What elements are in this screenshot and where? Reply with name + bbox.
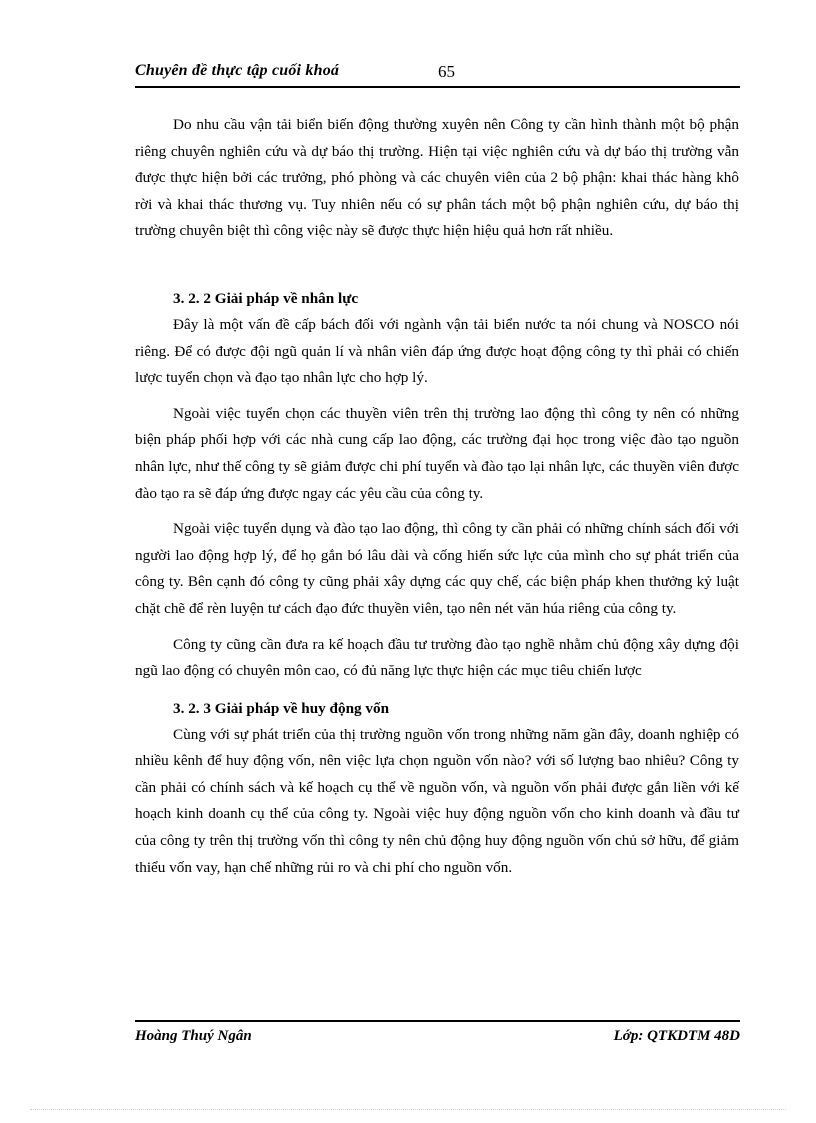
class-label: Lớp: QTKDTM 48D	[613, 1028, 740, 1044]
document-title: Chuyên đề thực tập cuối khoá	[135, 62, 340, 79]
section-gap	[135, 254, 739, 286]
main-body	[135, 112, 739, 890]
page-bottom-edge	[30, 1109, 786, 1110]
section-heading-human-resources: 3. 2. 2 Giải pháp về nhân lực	[173, 289, 359, 307]
page-number: 65	[438, 62, 455, 81]
paragraph-hr-policy: Ngoài việc tuyển dụng và đào tạo lao động, thì công ty cần phải có những chính sách đối với người lao động hợp lý, để họ gắn bó lâu dài và cống hiến sức lực của mình cho sự phát triển của công ty. Bên cạnh đó công ty cũng phải xây dựng các quy chế, các biện pháp khen thưởng kỷ luật chặt chẽ để rèn luyện tư cách đạo đức thuyền viên, tạo nên nét văn húa riêng của công ty.	[135, 520, 739, 617]
paragraph-hr-urgency: Đây là một vấn đề cấp bách đối với ngành vận tải biển nước ta nói chung và NOSCO nói riêng. Để có được đội ngũ quản lí và nhân viên đáp ứng được hoạt động công ty thì phải có chiến lược tuyển chọn và đạo tạo nhân lực cho hợp lý.	[135, 315, 739, 387]
paragraph-capital-mobilization: Cùng với sự phát triển của thị trường nguồn vốn trong những năm gần đây, doanh nghiệp có nhiều kênh để huy động vốn, nên việc lựa chọn nguồn vốn nào? với số lượng bao nhiêu? Công ty cần phải có chính sách và kế hoạch cụ thể về nguồn vốn, và nguồn vốn phải được gắn liền với kế hoạch kinh doanh cụ thể của công ty. Ngoài việc huy động nguồn vốn cho kinh doanh và đầu tư của công ty trên thị trường vốn thì công ty nên chủ động huy động nguồn vốn chủ sở hữu, để giảm thiểu vốn vay, hạn chế những rủi ro và chi phí cho nguồn vốn.	[135, 725, 739, 876]
page-header	[135, 58, 740, 88]
section-heading-capital: 3. 2. 3 Giải pháp về huy động vốn	[173, 699, 390, 717]
paragraph-hr-recruitment: Ngoài việc tuyển chọn các thuyền viên trên thị trường lao động thì công ty nên có những biện pháp phối hợp với các nhà cung cấp lao động, các trường đại học trong việc đào tạo nguồn nhân lực, như thế công ty sẽ giảm được chi phí tuyển và đào tạo lại nhân lực, các thuyền viên được đào tạo ra sẽ đáp ứng được ngay các yêu cầu của công ty.	[135, 404, 739, 502]
page-footer	[135, 1020, 740, 1054]
paragraph-hr-training-investment: Công ty cũng cần đưa ra kế hoạch đầu tư trường đào tạo nghề nhằm chủ động xây dựng đội ngũ lao động có chuyên môn cao, có đủ năng lực thực hiện các mục tiêu chiến lược	[135, 635, 739, 680]
author-name: Hoàng Thuý Ngân	[135, 1028, 252, 1044]
paragraph-market-research: Do nhu cầu vận tải biển biến động thường xuyên nên Công ty cần hình thành một bộ phận riêng chuyên nghiên cứu và dự báo thị trường. Hiện tại việc nghiên cứu và dự báo thị trường vẫn được thực hiện bởi các trưởng, phó phòng và các chuyên viên của 2 bộ phận: khai thác hàng khô rời và khai thác thương vụ. Tuy nhiên nếu có sự phân tách một bộ phận nghiên cứu, dự báo thị trường chuyên biệt thì công việc này sẽ được thực hiện hiệu quả hơn rất nhiều.	[135, 116, 739, 240]
